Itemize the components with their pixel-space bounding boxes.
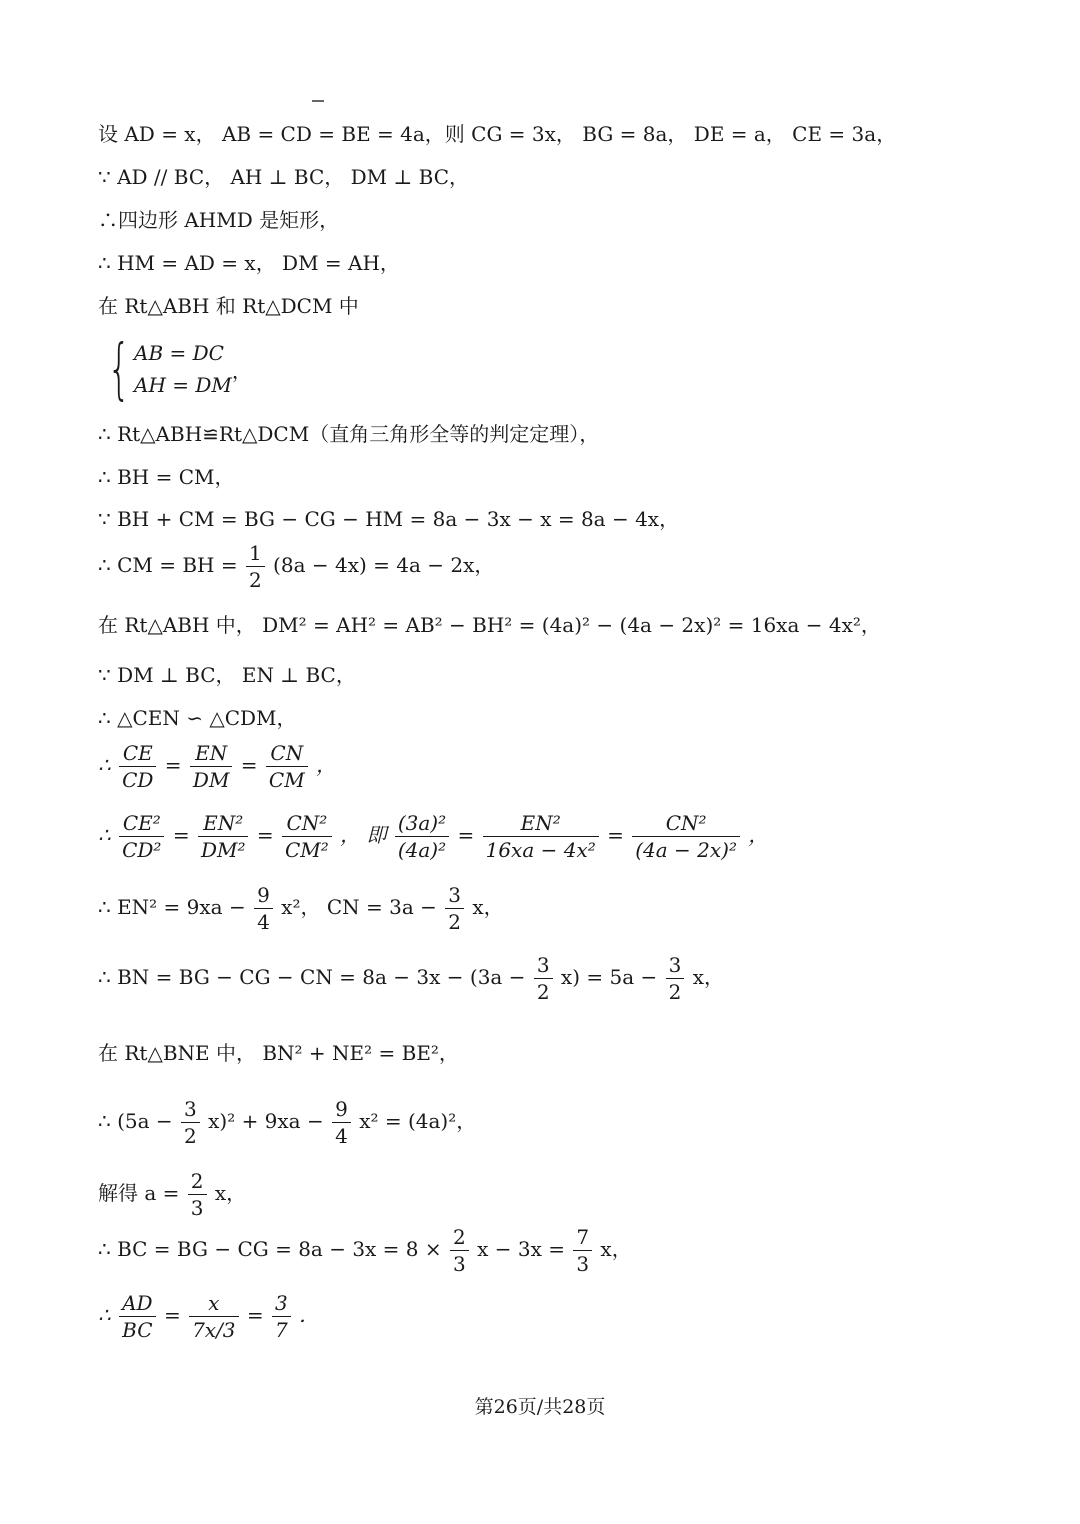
line-pythagoras: 在 Rt△BNE 中， BN² + NE² = BE²， xyxy=(98,1041,459,1065)
fraction: $\frac{3}{2}$ xyxy=(181,1096,200,1149)
fraction: $\frac{3}{7}$ xyxy=(272,1290,291,1343)
line-similar: ∴ △CEN ∽ △CDM， xyxy=(98,706,297,730)
fraction: $\frac{CE}{CD}$ xyxy=(119,740,156,793)
fraction: $\frac{\text{CN²}}{\text{(4a − 2x)²}}$ xyxy=(632,810,740,863)
line-congruent: ∴ Rt△ABH≌Rt△DCM（直角三角形全等的判定定理）， xyxy=(98,422,600,446)
line-hm: ∴ HM = AD = x， DM = AH， xyxy=(98,251,400,275)
line-bn: ∴ BN = BG − CG − CN = 8a − 3x − (3a − $\frac{3}{2}$ x) = 5a − $\frac{3}{2}$ x， xyxy=(98,953,724,1004)
system-comma: ， xyxy=(231,358,252,383)
scan-mark xyxy=(312,100,324,102)
line-bc: ∴ BC = BG − CG = 8a − 3x = 8 × $\frac{2}{3}$ x − 3x = $\frac{7}{3}$ x， xyxy=(98,1225,632,1276)
fraction: $\frac{7}{3}$ xyxy=(573,1224,592,1277)
fraction: $\frac{\text{CE²}}{\text{CD²}}$ xyxy=(119,810,164,863)
line-cm-value: ∴ CM = BH = $\frac{1}{2}$ (8a − 4x) = 4a − 2x， xyxy=(98,541,495,592)
line-dm-squared: 在 Rt△ABH 中， DM² = AH² = AB² − BH² = (4a)² − (4a − 2x)² = 16xa − 4x²， xyxy=(98,613,881,637)
fraction: $\frac{9}{4}$ xyxy=(254,882,273,935)
page-footer: 第26页/共28页 xyxy=(474,1396,606,1418)
line-en-cn: ∴ EN² = 9xa − $\frac{9}{4}$ x²， CN = 3a − $\frac{3}{2}$ x， xyxy=(98,883,504,934)
line-ratio: ∴ $\frac{CE}{CD}$ = $\frac{EN}{DM}$ = $\frac{CN}{CM}$ ， xyxy=(98,741,337,792)
system-row: AB = DC xyxy=(134,341,224,365)
fraction: $\frac{3}{2}$ xyxy=(666,952,685,1005)
fraction: $\frac{\text{EN²}}{\text{16xa − 4x²}}$ xyxy=(483,810,599,863)
system-row: AH = DM xyxy=(134,373,232,397)
line-bh-cm: ∴ BH = CM， xyxy=(98,465,235,489)
fraction: $\frac{\text{EN²}}{\text{DM²}}$ xyxy=(198,810,249,863)
fraction: $\frac{x}{7x/3}$ xyxy=(189,1290,238,1343)
line-final: ∴ $\frac{AD}{BC}$ = $\frac{x}{7x/3}$ = $\frac{3}{7}$ ． xyxy=(98,1291,320,1342)
line-ratio-squared: ∴ $\frac{\text{CE²}}{\text{CD²}}$ = $\frac{\text{EN²}}{\text{DM²}}$ = $\frac{\text{CN²}}{\text{CM²}}$ ， 即 $\frac{\text{(3a)²}}{\text{(4a)²}}$ = $\frac{\text{EN²}}{\text{16xa − 4x²}}$ = $\frac{\text{CN²}}{\text{(4a − 2x)²}}$ ， xyxy=(98,811,769,862)
fraction: $\frac{9}{4}$ xyxy=(332,1096,351,1149)
fraction: $\frac{3}{2}$ xyxy=(445,882,464,935)
line-equation: ∴ (5a − $\frac{3}{2}$ x)² + 9xa − $\frac{9}{4}$ x² = (4a)²， xyxy=(98,1097,477,1148)
fraction: $\frac{AD}{BC}$ xyxy=(119,1290,155,1343)
fraction: $\frac{2}{3}$ xyxy=(188,1168,207,1221)
line-parallel: ∵ AD // BC， AH ⊥ BC， DM ⊥ BC， xyxy=(98,165,470,189)
line-solve: 解得 a = $\frac{2}{3}$ x， xyxy=(98,1169,247,1220)
line-sum: ∵ BH + CM = BG − CG − HM = 8a − 3x − x = 8a − 4x， xyxy=(98,507,680,531)
fraction: $\frac{EN}{DM}$ xyxy=(190,740,233,793)
equation-system xyxy=(98,330,252,407)
line-setup: 设 AD = x， AB = CD = BE = 4a，则 CG = 3x， BG = 8a， DE = a， CE = 3a， xyxy=(98,122,897,146)
fraction: $\frac{CN}{CM}$ xyxy=(266,740,308,793)
fraction: $\frac{\text{CN²}}{\text{CM²}}$ xyxy=(282,810,332,863)
line-rectangle: ∴四边形 AHMD 是矩形， xyxy=(98,208,340,232)
fraction: $\frac{3}{2}$ xyxy=(534,952,553,1005)
line-perpendicular: ∵ DM ⊥ BC， EN ⊥ BC， xyxy=(98,663,356,687)
fraction: $\frac{1}{2}$ xyxy=(246,540,265,593)
line-in-rt: 在 Rt△ABH 和 Rt△DCM 中 xyxy=(98,294,359,318)
fraction: $\frac{\text{(3a)²}}{\text{(4a)²}}$ xyxy=(395,810,449,863)
brace-icon: { xyxy=(107,330,131,407)
fraction: $\frac{2}{3}$ xyxy=(450,1224,469,1277)
